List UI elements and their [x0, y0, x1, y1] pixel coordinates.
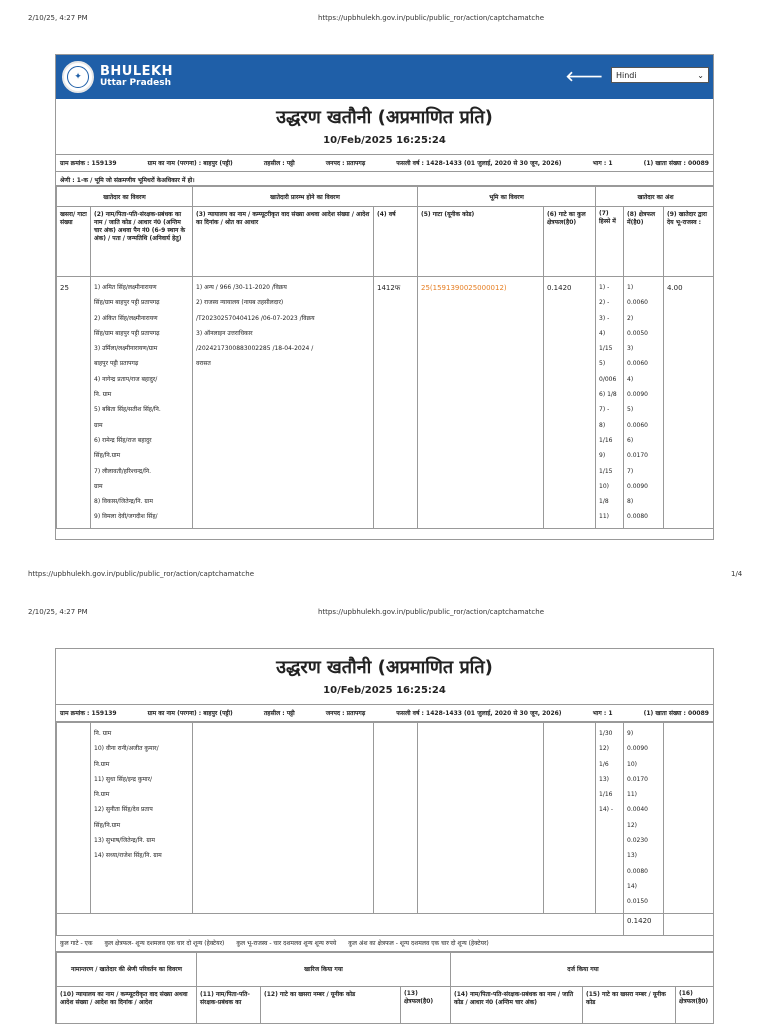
- brand-name: BHULEKH: [100, 64, 173, 80]
- share-list: 1) - 2) - 3) - 4) 1/15 5) 0/006 6) 1/8 7) - 8) 1/16 9) 1/15 10) 1/8 11): [596, 277, 624, 529]
- khata-number: (1) खाता संख्या : 00089: [643, 710, 709, 717]
- footer-url: https://upbhulekh.gov.in/public/public_ror/action/captchamatche: [28, 570, 255, 578]
- col-header: खसरा/ गाटा संख्या: [57, 207, 91, 277]
- year: 1412फ: [374, 277, 418, 529]
- tehsil: तहसील : पट्टी: [263, 710, 295, 717]
- page-number: 1/4: [731, 570, 743, 578]
- summary-gata: कुल गाटे - एक: [60, 940, 93, 948]
- info-bar: [56, 704, 713, 722]
- group-kharij: खारिज किया गया: [197, 952, 451, 986]
- tehsil: तहसील : पट्टी: [263, 160, 295, 167]
- mutation-table: [56, 952, 714, 1024]
- summary-share-area: कुल अंश का क्षेत्रफल - शून्य दशमलव एक चार दो शून्य (हेक्टेयर): [348, 940, 489, 948]
- col-header: (16) क्षेत्रफल(है0): [676, 986, 714, 1024]
- bhag: भाग : 1: [592, 160, 613, 167]
- land-revenue: 4.00: [664, 277, 715, 529]
- fasli-year: फसली वर्ष : 1428-1433 (01 जुलाई, 2020 से 30 जून, 2026): [396, 710, 562, 717]
- total-area: 0.1420: [544, 277, 596, 529]
- document-timestamp: 10/Feb/2025 16:25:24: [323, 135, 446, 146]
- brand-block: [100, 65, 173, 88]
- print-datetime: 2/10/25, 4:27 PM: [28, 14, 88, 22]
- group-khatedari-start: खातेदारी प्रारम्भ होने का विवरण: [193, 187, 418, 207]
- summary-area: कुल क्षेत्रफल- शून्य दशमलव एक चार दो शून्य (हेक्टेयर): [104, 940, 225, 948]
- area-list: 1) 0.0060 2) 0.0050 3) 0.0060 4) 0.0090 5) 0.0060 6) 0.0170 7) 0.0090 8) 0.0080: [624, 277, 664, 529]
- info-bar: [56, 154, 713, 172]
- chevron-down-icon: ⌄: [697, 70, 704, 80]
- document-title: उद्धरण खतौनी (अप्रमाणित प्रति): [276, 107, 493, 128]
- col-header: (8) क्षेत्रफल में(है0): [624, 207, 664, 277]
- col-header: (15) गाटे का खसरा नम्बर / यूनीक कोड: [583, 986, 676, 1024]
- print-datetime: 2/10/25, 4:27 PM: [28, 608, 88, 616]
- summary-line: [56, 936, 713, 952]
- owner-names: नि. ग्राम 10) वीना रानी/अजीत कुमार/ नि.ग्राम 11) सुधा सिंह/इन्द्र कुमार/ नि.ग्राम 12) सुनीता सिंह/देव प्रताप सिंह/नि.ग्राम 13) सुभाष/जितेन्द्र/नि. ग्राम 14) सध्या/राजेश सिंह/नि. ग्राम: [91, 723, 193, 914]
- language-select[interactable]: [611, 67, 709, 83]
- group-bhoomi: भूमि का विवरण: [418, 187, 596, 207]
- area-list: 9) 0.0090 10) 0.0170 11) 0.0040 12) 0.0230 13) 0.0080 14) 0.0150: [624, 723, 664, 914]
- print-url: https://upbhulekh.gov.in/public/public_ror/action/captchamatche: [318, 608, 545, 616]
- bhulekh-header: [56, 55, 713, 99]
- janpad: जनपद : प्रतापगढ़: [325, 710, 366, 717]
- fasli-year: फसली वर्ष : 1428-1433 (01 जुलाई, 2020 से 30 जून, 2026): [396, 160, 562, 167]
- print-url: https://upbhulekh.gov.in/public/public_ror/action/captchamatche: [318, 14, 545, 22]
- col-header: (4) वर्ष: [374, 207, 418, 277]
- back-arrow-icon[interactable]: 🡐: [565, 69, 603, 85]
- table-row: [57, 277, 715, 529]
- gata-unique-code-link[interactable]: 25(1591390025000012): [418, 277, 544, 529]
- total-area: 0.1420: [624, 913, 664, 935]
- gram-name: ग्राम का नाम (परगना) : बाहपुर (पट्टी): [147, 160, 233, 167]
- group-darj: दर्ज किया गया: [451, 952, 714, 986]
- summary-revenue: कुल भू-राजस्व - चार दशमलव शून्य शून्य रुपये: [236, 940, 337, 948]
- up-emblem-icon: ✦: [62, 61, 94, 93]
- group-ansh: खातेदार का अंश: [596, 187, 715, 207]
- khatauni-table-continued: [56, 722, 714, 936]
- col-header: (11) नाम/पिता-पति-संरक्षक-प्रबंधक का: [197, 986, 261, 1024]
- group-khatedar: खातेदार का विवरण: [57, 187, 193, 207]
- col-header: (6) गाटे का कुल क्षेत्रफल(है0): [544, 207, 596, 277]
- brand-state: Uttar Pradesh: [100, 78, 171, 89]
- col-header: (10) न्यायालय का नाम / कम्प्यूटरीकृत वाद संख्या अथवा आदेश संख्या / आदेश का दिनांक / आदेश: [57, 986, 197, 1024]
- janpad: जनपद : प्रतापगढ़: [325, 160, 366, 167]
- court-orders: 1) अन्य / 966 /30-11-2020 /विक्रय 2) राजस्व न्यायालय (नायब तहसीलदार) /T202302570404126 /06-07-2023 /विक्रय 3) ऑनलाइन उत्तराधिकार /2024217300883002285 /18-04-2024 / वरासत: [193, 277, 374, 529]
- col-header: (9) खातेदार द्वारा देय भू-राजस्व :: [664, 207, 715, 277]
- gram-name: ग्राम का नाम (परगना) : बाहपुर (पट्टी): [147, 710, 233, 717]
- col-header: (7) हिस्से में: [596, 207, 624, 277]
- language-value: Hindi: [616, 70, 637, 80]
- table-row: [57, 723, 715, 914]
- khata-number: (1) खाता संख्या : 00089: [643, 160, 709, 167]
- gram-code: ग्राम क्रमांक : 159139: [60, 710, 117, 717]
- col-header: (14) नाम/पिता-पति-संरक्षक-प्रबंधक का नाम / जाति कोड / आधार नं0 (अन्तिम चार अंक): [451, 986, 583, 1024]
- col-header: (13) क्षेत्रफल(है0): [401, 986, 451, 1024]
- shreni-line: श्रेणी : 1-क / भूमि जो संक्रमणीय भूमिधरों केअधिकार में हो।: [56, 172, 713, 186]
- group-naamantaran: नामान्तरण / खातेदार की श्रेणी परिवर्तन का विवरण: [57, 952, 197, 986]
- col-header: (2) नाम/पिता-पति-संरक्षक-प्रबंधक का नाम / जाति कोड / आधार नं0 (अन्तिम चार अंक) अथवा पैन नं0 (6-9 स्थान के अंक) / पता / जन्मतिथि (अनिवार्य हेतु): [91, 207, 193, 277]
- gram-code: ग्राम क्रमांक : 159139: [60, 160, 117, 167]
- col-header: (3) न्यायालय का नाम / कम्प्यूटरीकृत वाद संख्या अथवा आदेश संख्या / आदेश का दिनांक / श्रोत का आधार: [193, 207, 374, 277]
- khasra-number: 25: [57, 277, 91, 529]
- khatauni-table: [56, 186, 714, 529]
- owner-names: 1) अमित सिंह/लक्ष्मीनारायण सिंह/ग्राम बाहपुर पट्टी प्रतापगढ़ 2) अंकित सिंह/लक्ष्मीनारायण सिंह/ग्राम बाहपुर पट्टी प्रतापगढ़ 3) उर्मिला/लक्ष्मीनारायण/ग्राम बाहपुर पट्टी प्रतापगढ़ 4) नागेन्द्र प्रताप/राज बहादुर/ नि. ग्राम 5) बबिता सिंह/सतीश सिंह/नि. ग्राम 6) रामेन्द्र सिंह/राज बहादुर सिंह/नि.ग्राम 7) लीलावती/हरिश्चन्द्र/नि. ग्राम 8) विकास/जितेन्द्र/नि. ग्राम 9) विमला देवी/जगदीश सिंह/: [91, 277, 193, 529]
- document-timestamp: 10/Feb/2025 16:25:24: [323, 685, 446, 696]
- bhag: भाग : 1: [592, 710, 613, 717]
- khatauni-document-page-1: [55, 54, 714, 540]
- col-header: (5) गाटा (यूनीक कोड): [418, 207, 544, 277]
- col-header: (12) गाटे का खसरा नम्बर / यूनीक कोड: [261, 986, 401, 1024]
- share-list: 1/30 12) 1/6 13) 1/16 14) -: [596, 723, 624, 914]
- khatauni-document-page-2: [55, 648, 714, 1024]
- total-row: [57, 913, 715, 935]
- document-title: उद्धरण खतौनी (अप्रमाणित प्रति): [276, 657, 493, 678]
